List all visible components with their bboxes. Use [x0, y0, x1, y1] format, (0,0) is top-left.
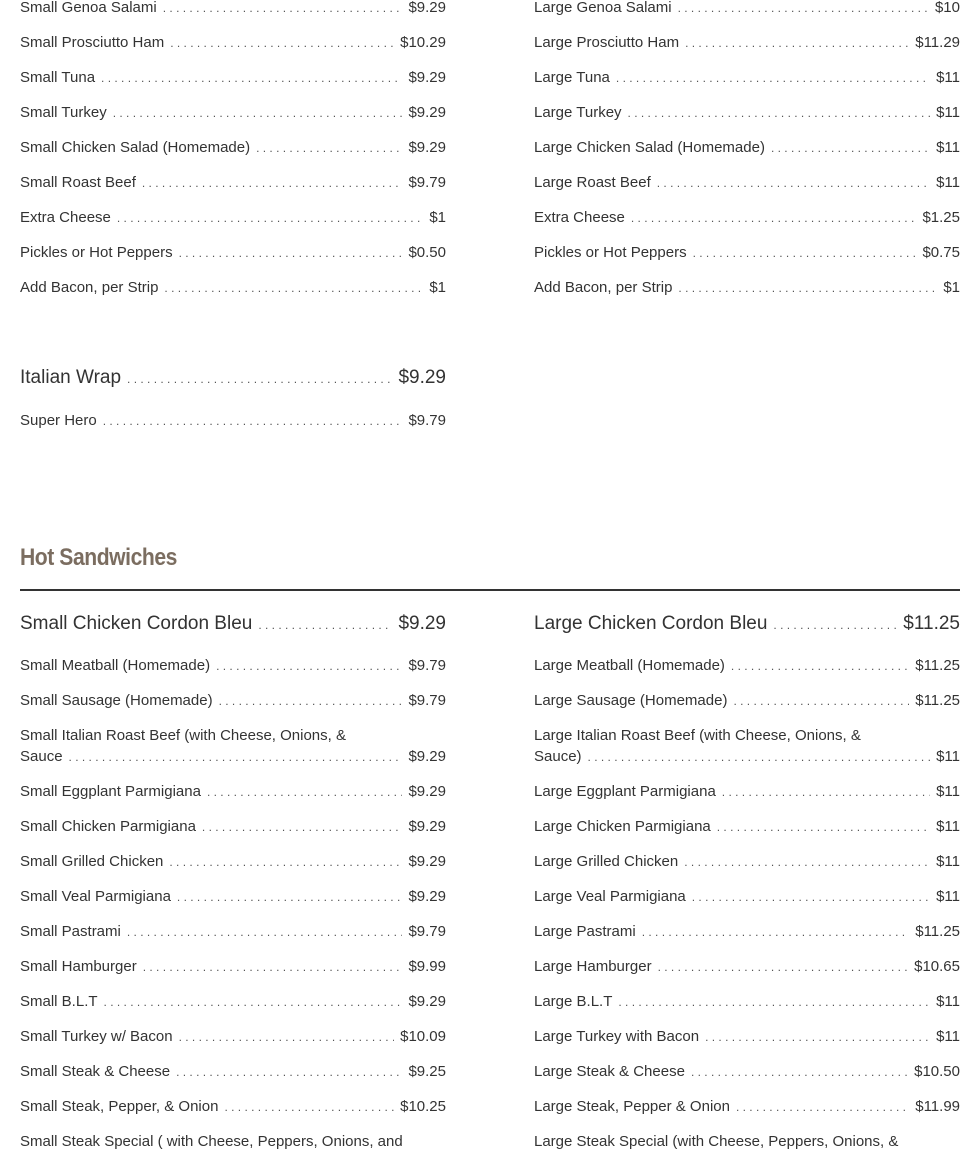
menu-item — [534, 67, 960, 89]
dot-leader — [142, 173, 403, 194]
menu-item — [20, 102, 446, 124]
item-price: $1.25 — [922, 209, 960, 226]
item-price: $11.25 — [915, 657, 960, 674]
item-price: $10.65 — [914, 958, 960, 975]
item-name: Small Eggplant Parmigiana — [20, 783, 201, 800]
item-price: $0.50 — [408, 244, 446, 261]
dot-leader — [104, 992, 403, 1013]
dot-leader — [179, 243, 403, 264]
item-name: Large Chicken Parmigiana — [534, 818, 711, 835]
item-price: $9.79 — [408, 923, 446, 940]
dot-leader — [103, 411, 403, 432]
item-price: $9.29 — [408, 853, 446, 870]
menu-item — [20, 851, 446, 873]
menu-item — [20, 991, 446, 1013]
item-price: $11 — [936, 853, 960, 870]
item-name: Large Sausage (Homemade) — [534, 692, 728, 709]
item-name: Small Turkey — [20, 104, 107, 121]
menu-item-featured — [20, 366, 446, 391]
item-price: $9.99 — [408, 958, 446, 975]
menu-item — [534, 32, 960, 54]
menu-item — [534, 1096, 960, 1118]
item-price: $9.29 — [398, 613, 446, 634]
menu-item — [20, 690, 446, 712]
item-price: $11 — [936, 818, 960, 835]
section-title-hot-sandwiches: Hot Sandwiches — [20, 544, 177, 571]
item-name: Small Steak, Pepper, & Onion — [20, 1098, 219, 1115]
item-price: $11.25 — [915, 692, 960, 709]
item-price: $11.99 — [915, 1098, 960, 1115]
dot-leader — [678, 278, 937, 299]
menu-item — [20, 32, 446, 54]
menu-item — [534, 886, 960, 908]
item-price: $11 — [936, 783, 960, 800]
menu-item — [534, 277, 960, 299]
item-name: Large Roast Beef — [534, 174, 651, 191]
item-price: $9.29 — [398, 367, 446, 388]
item-name: Italian Wrap — [20, 367, 122, 388]
dot-leader — [631, 208, 917, 229]
dot-leader — [642, 922, 910, 943]
item-name: Large Genoa Salami — [534, 0, 672, 16]
menu-item — [534, 1026, 960, 1048]
dot-leader — [170, 33, 394, 54]
item-price: $1 — [429, 209, 446, 226]
item-name: Large Prosciutto Ham — [534, 34, 680, 51]
item-name: Small Chicken Cordon Bleu — [20, 613, 253, 634]
menu-item — [534, 1131, 960, 1152]
dot-leader — [773, 613, 897, 637]
item-price: $11 — [936, 748, 960, 765]
item-price: $9.79 — [408, 692, 446, 709]
menu-item — [534, 1061, 960, 1083]
dot-leader — [163, 0, 403, 19]
item-name: Extra Cheese — [534, 209, 625, 226]
item-name: Small Steak Special ( with Cheese, Peppers, Onions, and — [20, 1133, 403, 1150]
item-name: Large Veal Parmigiana — [534, 888, 686, 905]
item-name: Large Italian Roast Beef (with Cheese, Onions, & — [534, 727, 861, 744]
item-price: $11 — [936, 104, 960, 121]
menu-item-featured — [534, 612, 960, 637]
dot-leader — [117, 208, 423, 229]
dot-leader — [176, 1062, 402, 1083]
dot-leader — [127, 367, 392, 391]
dot-leader — [179, 1027, 395, 1048]
menu-item — [20, 655, 446, 677]
item-name: Large Steak Special (with Cheese, Peppers, Onions, & — [534, 1133, 899, 1150]
dot-leader — [164, 278, 423, 299]
item-price: $10.50 — [914, 1063, 960, 1080]
item-price: $11 — [936, 1028, 960, 1045]
menu-item — [534, 137, 960, 159]
item-price: $9.29 — [408, 888, 446, 905]
menu-item — [534, 956, 960, 978]
item-name: Add Bacon, per Strip — [20, 279, 159, 296]
item-price: $10.29 — [400, 34, 446, 51]
item-name: Small Meatball (Homemade) — [20, 657, 211, 674]
dot-leader — [736, 1097, 909, 1118]
item-name: Small Grilled Chicken — [20, 853, 164, 870]
item-name: Large Tuna — [534, 69, 610, 86]
item-name-continued — [20, 746, 446, 768]
menu-item — [534, 690, 960, 712]
menu-item — [534, 851, 960, 873]
menu-item — [20, 137, 446, 159]
item-name: Large Grilled Chicken — [534, 853, 679, 870]
item-name: Large Steak & Cheese — [534, 1063, 685, 1080]
menu-item — [534, 991, 960, 1013]
menu-item — [534, 781, 960, 803]
menu-item — [20, 67, 446, 89]
item-name: Small Sausage (Homemade) — [20, 692, 213, 709]
menu-item — [534, 725, 960, 768]
item-name: Small Turkey w/ Bacon — [20, 1028, 173, 1045]
item-price: $9.79 — [408, 412, 446, 429]
item-name: Pickles or Hot Peppers — [20, 244, 173, 261]
item-price: $11 — [936, 888, 960, 905]
item-name: Large Pastrami — [534, 923, 636, 940]
dot-leader — [685, 33, 909, 54]
item-name: Super Hero — [20, 412, 97, 429]
item-price: $9.25 — [408, 1063, 446, 1080]
item-price: $11 — [936, 993, 960, 1010]
menu-item — [20, 242, 446, 264]
dot-leader — [219, 691, 403, 712]
item-name-continued — [534, 746, 960, 768]
item-name: Add Bacon, per Strip — [534, 279, 673, 296]
dot-leader — [618, 992, 930, 1013]
menu-item — [20, 207, 446, 229]
item-price: $11.29 — [915, 34, 960, 51]
section-divider — [20, 589, 960, 591]
item-price: $9.29 — [408, 69, 446, 86]
dot-leader — [771, 138, 930, 159]
dot-leader — [216, 656, 402, 677]
item-price: $11 — [936, 139, 960, 156]
item-price: $9.29 — [408, 139, 446, 156]
dot-leader — [207, 782, 403, 803]
item-price: $9.29 — [408, 818, 446, 835]
item-price: $9.29 — [408, 748, 446, 765]
item-price: $9.29 — [408, 783, 446, 800]
dot-leader — [678, 0, 929, 19]
dot-leader — [616, 68, 930, 89]
dot-leader — [733, 691, 909, 712]
menu-item — [534, 242, 960, 264]
item-price: $9.79 — [408, 174, 446, 191]
item-name: Extra Cheese — [20, 209, 111, 226]
dot-leader — [731, 656, 909, 677]
item-name: Large B.L.T — [534, 993, 613, 1010]
item-name: Small Hamburger — [20, 958, 137, 975]
item-price: $11.25 — [915, 923, 960, 940]
menu-item — [20, 781, 446, 803]
item-name: Small Chicken Salad (Homemade) — [20, 139, 251, 156]
dot-leader — [177, 887, 403, 908]
item-name: Small B.L.T — [20, 993, 98, 1010]
dot-leader — [705, 1027, 930, 1048]
item-name: Small Chicken Parmigiana — [20, 818, 196, 835]
menu-item — [534, 102, 960, 124]
item-price: $9.29 — [408, 104, 446, 121]
item-name: Large Eggplant Parmigiana — [534, 783, 716, 800]
menu-item — [20, 277, 446, 299]
item-name: Small Genoa Salami — [20, 0, 157, 16]
dot-leader — [722, 782, 930, 803]
item-name: Small Veal Parmigiana — [20, 888, 171, 905]
item-price: $1 — [429, 279, 446, 296]
item-name-line2: Sauce — [20, 748, 63, 765]
dot-leader — [143, 957, 403, 978]
item-name: Large Turkey — [534, 104, 622, 121]
menu-item — [534, 207, 960, 229]
menu-item — [20, 1096, 446, 1118]
item-price: $1 — [943, 279, 960, 296]
dot-leader — [101, 68, 402, 89]
item-name: Pickles or Hot Peppers — [534, 244, 687, 261]
item-price: $9.29 — [408, 993, 446, 1010]
dot-leader — [692, 887, 930, 908]
dot-leader — [113, 103, 403, 124]
menu-item — [20, 886, 446, 908]
item-name: Small Prosciutto Ham — [20, 34, 165, 51]
menu-item — [20, 1061, 446, 1083]
item-name: Large Chicken Cordon Bleu — [534, 613, 768, 634]
item-name: Small Pastrami — [20, 923, 121, 940]
item-name-line2: Sauce) — [534, 748, 582, 765]
menu-item — [20, 1026, 446, 1048]
menu-item — [534, 172, 960, 194]
dot-leader — [657, 173, 930, 194]
menu-item — [534, 655, 960, 677]
item-price: $9.29 — [408, 0, 446, 16]
menu-item — [20, 1131, 446, 1152]
item-name: Large Hamburger — [534, 958, 652, 975]
item-price: $10.09 — [400, 1028, 446, 1045]
dot-leader — [691, 1062, 908, 1083]
dot-leader — [258, 613, 392, 637]
item-name: Small Steak & Cheese — [20, 1063, 171, 1080]
item-price: $10.25 — [400, 1098, 446, 1115]
menu-item — [20, 816, 446, 838]
item-name: Small Tuna — [20, 69, 96, 86]
item-price: $11.25 — [903, 613, 960, 634]
menu-item — [20, 410, 446, 432]
item-name: Large Chicken Salad (Homemade) — [534, 139, 765, 156]
item-price: $11 — [936, 69, 960, 86]
item-price: $9.79 — [408, 657, 446, 674]
menu-item — [20, 956, 446, 978]
dot-leader — [717, 817, 930, 838]
item-name: Large Turkey with Bacon — [534, 1028, 700, 1045]
dot-leader — [628, 103, 931, 124]
dot-leader — [256, 138, 402, 159]
item-price: $0.75 — [922, 244, 960, 261]
menu-item-featured — [20, 612, 446, 637]
item-name: Large Meatball (Homemade) — [534, 657, 725, 674]
dot-leader — [588, 747, 931, 768]
dot-leader — [202, 817, 403, 838]
menu-item — [534, 921, 960, 943]
menu-item — [20, 0, 446, 19]
dot-leader — [127, 922, 403, 943]
dot-leader — [69, 747, 403, 768]
item-price: $11 — [936, 174, 960, 191]
dot-leader — [658, 957, 909, 978]
menu-item — [534, 0, 960, 19]
menu-item — [20, 921, 446, 943]
item-name: Large Steak, Pepper & Onion — [534, 1098, 730, 1115]
dot-leader — [684, 852, 930, 873]
menu-item — [534, 816, 960, 838]
dot-leader — [693, 243, 917, 264]
item-price: $10 — [934, 0, 960, 16]
menu-item — [20, 725, 446, 768]
dot-leader — [224, 1097, 394, 1118]
menu-item — [20, 172, 446, 194]
item-name: Small Roast Beef — [20, 174, 136, 191]
dot-leader — [169, 852, 402, 873]
item-name: Small Italian Roast Beef (with Cheese, Onions, & — [20, 727, 346, 744]
